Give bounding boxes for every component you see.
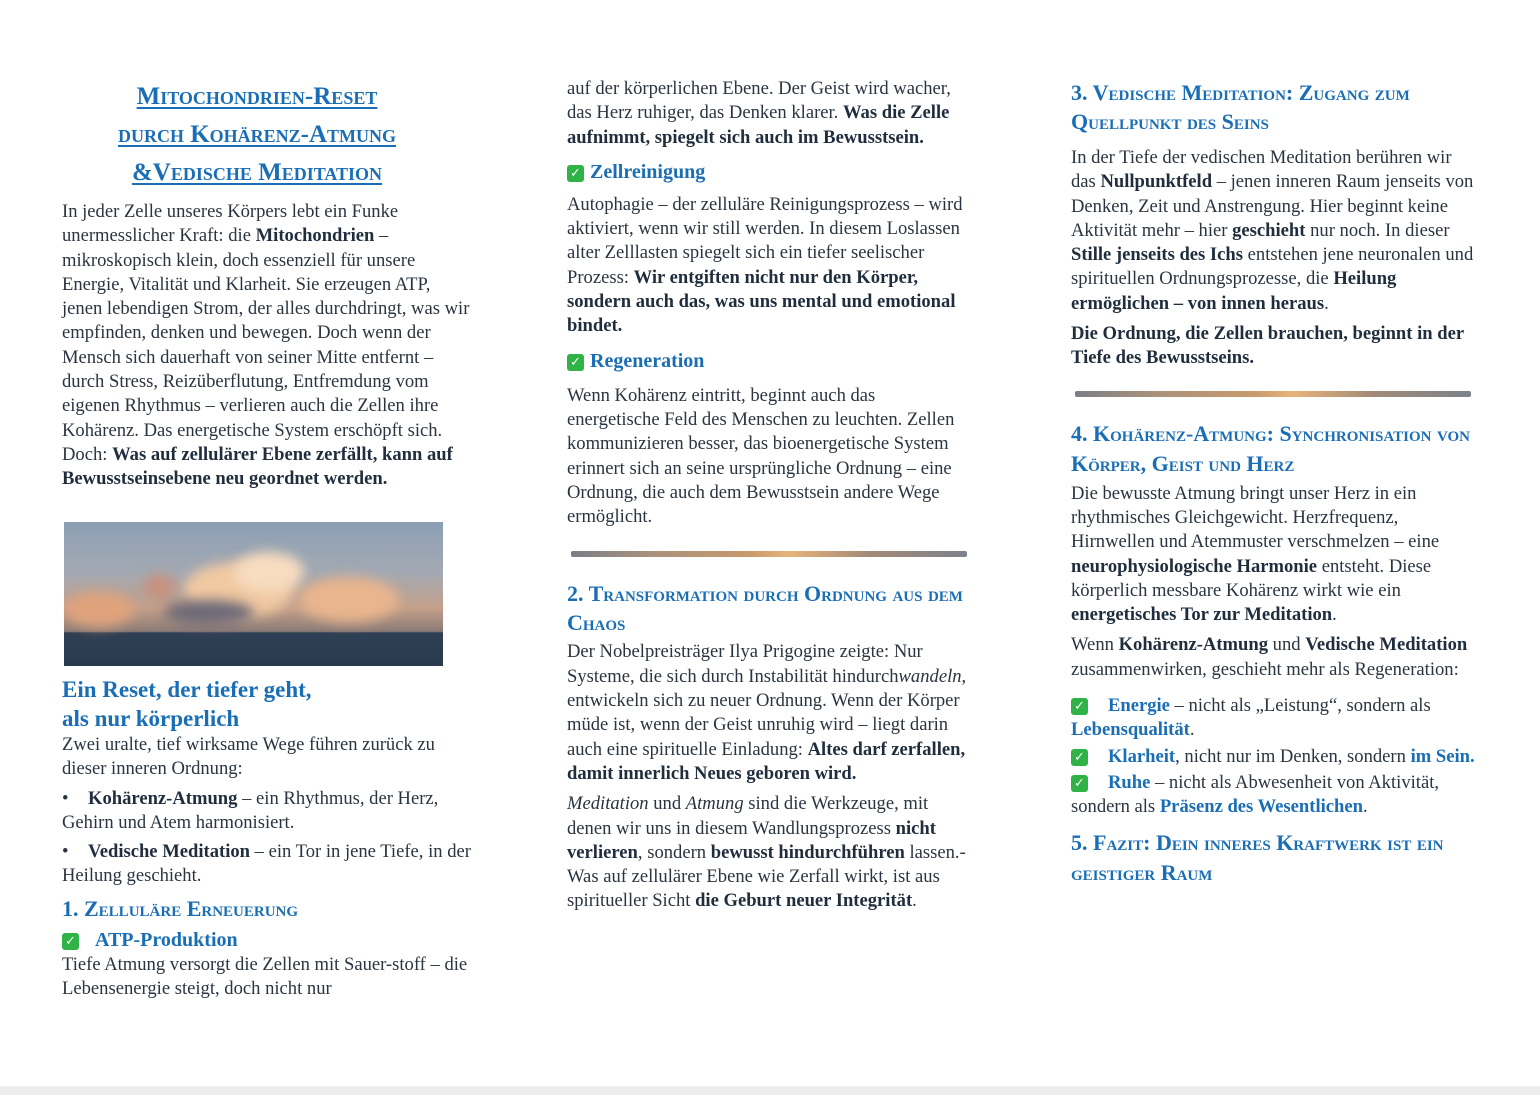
intro-paragraph: In jeder Zelle unseres Körpers lebt ein Funke unermesslicher Kraft: die Mitochondrien – mikroskopisch klein, doch essenziell für unsere Energie, Vitalität und Klarheit. Sie erzeugen ATP, jenen lebendigen Strom, der alles durchdringt, was wir empfinden, denken und bewegen. Doch wenn der Mensch sich dauerhaft von seiner Mitte entfernt – durch Stress, Reizüberflutung, Entfremdung vom eigenen Rhythmus – verlieren auch die Zellen ihre Kohärenz. Das energetische System erschöpft sich. Doch: Was auf zellulärer Ebene zerfällt, kann auf Bewusstseinsebene neu geordnet werden. <box>62 201 470 490</box>
section-3-conclusion: Die Ordnung, die Zellen brauchen, beginnt in der Tiefe des Bewusstseins. <box>1071 323 1464 369</box>
regeneration-heading: ✓ Regeneration <box>567 348 972 374</box>
section-3-paragraph-1: In der Tiefe der vedischen Meditation berühren wir das Nullpunktfeld – jenen inneren Raum jenseits von Denken, Zeit und Anstrengung. Hier beginnt keine Aktivität mehr – hier geschieht nur noch. In dieser Stille jenseits des Ichs entstehen jene neuronalen und spirituellen Ordnungsprozesse, die Heilung ermöglichen – von innen heraus. <box>1071 147 1474 314</box>
section-3-heading: 3. Vedische Meditation: Zugang zum Quellpunkt des Seins <box>1071 80 1410 134</box>
section-1-heading: 1. Zelluläre Erneuerung <box>62 895 299 921</box>
column-3 <box>1071 78 1476 888</box>
column-1 <box>62 200 472 492</box>
checkmark-icon: ✓ <box>567 354 584 371</box>
bullet-icon: • <box>62 787 69 809</box>
document-title <box>52 78 462 192</box>
bullet-item: • Vedische Meditation – ein Tor in jene Tiefe, in der Heilung geschieht. <box>62 841 471 887</box>
checkmark-icon: ✓ <box>62 933 79 950</box>
reset-heading: Ein Reset, der tiefer geht, als nur körperlich <box>62 677 312 731</box>
section-4-heading: 4. Kohärenz-Atmung: Synchronisation von Körper, Geist und Herz <box>1071 420 1470 476</box>
section-4-paragraph-1: Die bewusste Atmung bringt unser Herz in ein rhythmisches Gleichgewicht. Herzfrequenz, Hirnwellen und Atemmuster verschmelzen – eine neurophysiologische Harmonie entsteht. Diese körperlich messbare Kohärenz wirkt wie ein energetisches Tor zur Meditation. <box>1071 482 1440 626</box>
column-2 <box>567 77 972 914</box>
zellreinigung-heading: ✓ Zellreinigung <box>567 159 972 185</box>
zellreinigung-text: Autophagie – der zelluläre Reinigungsprozess – wird aktiviert, wenn wir still werden. In diesem Loslassen alter Zelllasten spiegelt sich ein tiefer seelischer Prozess: Wir entgiften nicht nur den Körper, sondern auch das, was uns mental und emotional bindet. <box>567 193 963 337</box>
atp-heading: ✓ ATP-Produktion <box>62 927 472 953</box>
title-line-3: &Vedische Meditation <box>131 159 383 186</box>
atp-text-part-1: Tiefe Atmung versorgt die Zellen mit Sauer-stoff – die Lebensenergie steigt, doch nicht nur <box>62 953 468 1000</box>
regeneration-text: Wenn Kohärenz eintritt, beginnt auch das energetische Feld des Menschen zu leuchten. Zellen kommunizieren besser, das bioenergetische System erinnert sich an seine ursprüngliche Ordnung – eine Ordnung, die auch dem Bewusstsein andere Wege ermöglicht. <box>567 384 955 528</box>
atp-text-part-2: auf der körperlichen Ebene. Der Geist wird wacher, das Herz ruhiger, das Denken klarer. Was die Zelle aufnimmt, spiegelt sich auch im Bewusstsein. <box>567 78 951 148</box>
sunset-divider <box>571 551 967 557</box>
title-line-1: Mitochondrien-Reset <box>136 83 378 110</box>
section-2-paragraph-2: Meditation und Atmung sind die Werkzeuge, mit denen wir uns in diesem Wandlungsprozess nicht verlieren, sondern bewusst hindurchführen lassen.- Was auf zellulärer Ebene wie Zerfall wirkt, ist aus spiritueller Sicht die Geburt neuer Integrität. <box>567 793 966 912</box>
section-4-paragraph-2: Wenn Kohärenz-Atmung und Vedische Meditation zusammenwirken, geschieht mehr als Regeneration: <box>1071 634 1468 680</box>
benefit-klarheit: ✓ Klarheit, nicht nur im Denken, sondern im Sein. <box>1071 745 1476 769</box>
sunset-divider <box>1075 391 1471 397</box>
checkmark-icon: ✓ <box>1071 698 1088 715</box>
section-2-heading: 2. Transformation durch Ordnung aus dem Chaos <box>567 581 963 636</box>
bullet-icon: • <box>62 841 69 863</box>
checkmark-icon: ✓ <box>1071 775 1088 792</box>
section-2-paragraph-1: Der Nobelpreisträger Ilya Prigogine zeigte: Nur Systeme, die sich durch Instabilität hindurchwandeln, entwickeln sich zu neuer Ordnung. Wenn der Körper müde ist, wenn der Geist unruhig wird – liegt darin auch eine spirituelle Einladung: Altes darf zerfallen, damit innerlich Neues geboren wird. <box>567 641 967 784</box>
column-1-lower <box>62 675 472 1001</box>
title-line-2: durch Kohärenz-Atmung <box>117 121 397 148</box>
bullet-item: • Kohärenz-Atmung – ein Rhythmus, der Herz, Gehirn und Atem harmonisiert. <box>62 787 439 833</box>
reset-text: Zwei uralte, tief wirksame Wege führen zurück zu dieser inneren Ordnung: <box>62 734 435 780</box>
checkmark-icon: ✓ <box>1071 749 1088 766</box>
checkmark-icon: ✓ <box>567 165 584 182</box>
section-5-heading: 5. Fazit: Dein inneres Kraftwerk ist ein geistiger Raum <box>1071 829 1444 885</box>
benefit-energie: ✓ Energie – nicht als „Leistung“, sondern als Lebensqualität. <box>1071 695 1431 741</box>
benefit-ruhe: ✓ Ruhe – nicht als Abwesenheit von Aktivität, sondern als Präsenz des Wesentlichen. <box>1071 771 1440 818</box>
cloud-sunset-photo <box>64 522 443 666</box>
